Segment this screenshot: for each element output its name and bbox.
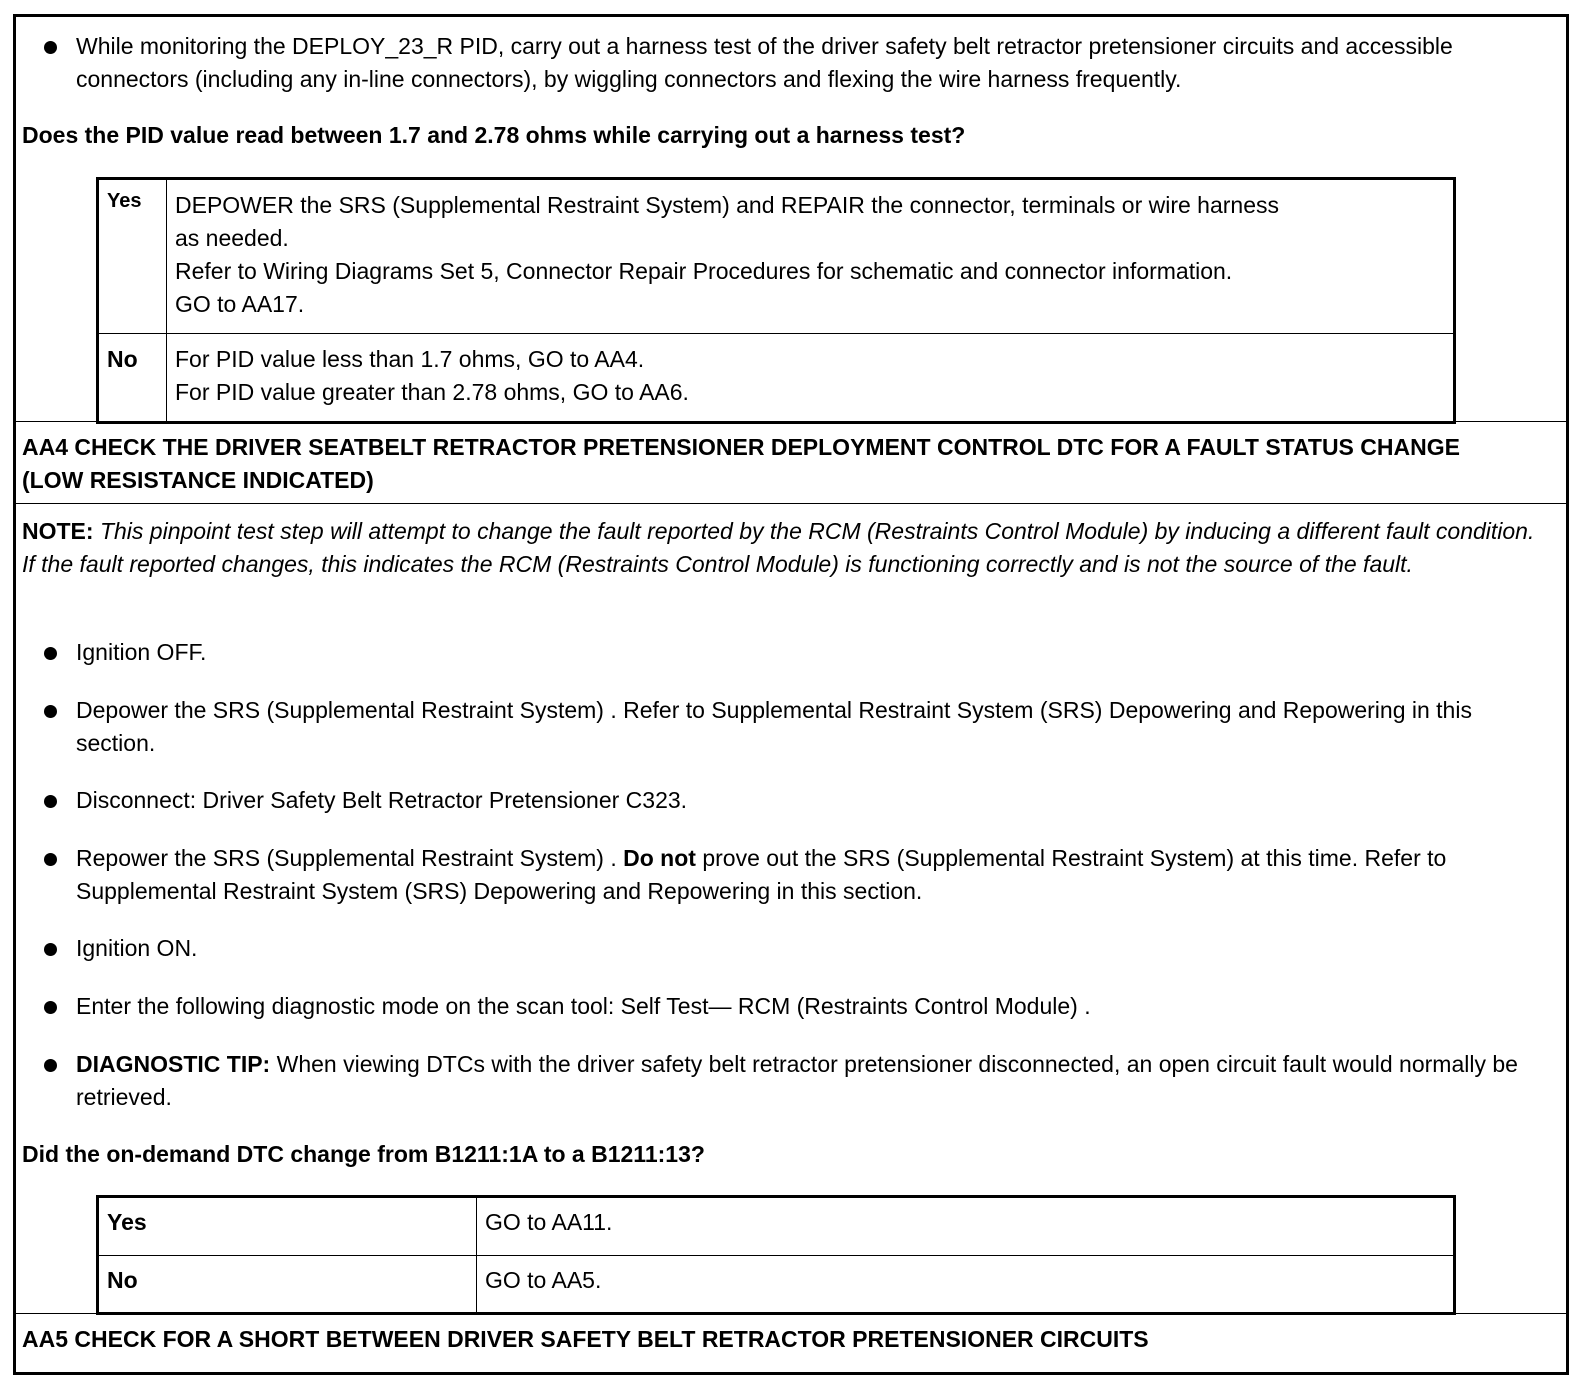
bullet-icon xyxy=(44,795,57,808)
step-ignition-off: Ignition OFF. xyxy=(76,639,207,665)
yes-label: Yes xyxy=(98,1197,477,1256)
section-divider xyxy=(16,421,1566,422)
section-divider xyxy=(16,1313,1566,1314)
yes-line: GO to AA17. xyxy=(175,291,305,317)
table-row xyxy=(98,179,1455,334)
yes-label: Yes xyxy=(98,179,167,334)
question-dtc-change: Did the on-demand DTC change from B1211:1A to a B1211:13? xyxy=(22,1141,705,1167)
step-text: prove out the SRS (Supplemental Restraint System) at this time. Refer to Supplemental Restraint System (SRS) Depowering and Repowering in this section. xyxy=(76,845,1447,904)
step-self-test: Enter the following diagnostic mode on the scan tool: Self Test— RCM (Restraints Control Module) . xyxy=(76,993,1091,1019)
note-paragraph xyxy=(22,515,1542,581)
aa4-heading: AA4 CHECK THE DRIVER SEATBELT RETRACTOR PRETENSIONER DEPLOYMENT CONTROL DTC FOR A FAULT STATUS CHANGE (LOW RESISTANCE INDICATED) xyxy=(22,434,1460,493)
bullet-icon xyxy=(44,647,57,660)
bullet-icon xyxy=(44,705,57,718)
no-label: No xyxy=(98,1256,477,1314)
result-table-1 xyxy=(96,177,1456,424)
tip-text: When viewing DTCs with the driver safety belt retractor pretensioner disconnected, an open circuit fault would normally be retrieved. xyxy=(76,1051,1518,1110)
harness-test-step: While monitoring the DEPLOY_23_R PID, carry out a harness test of the driver safety belt retractor pretensioner circuits and accessible connectors (including any in-line connectors), by wiggling connectors and flexing the wire harness frequently. xyxy=(76,33,1453,92)
bullet-icon xyxy=(44,1059,57,1072)
document-frame xyxy=(13,14,1569,1375)
step-depower: Depower the SRS (Supplemental Restraint System) . Refer to Supplemental Restraint System (SRS) Depowering and Repowering in this section. xyxy=(76,697,1472,756)
no-action: GO to AA5. xyxy=(477,1256,1455,1314)
bullet-icon xyxy=(44,853,57,866)
no-label: No xyxy=(98,334,167,423)
step-diagnostic-tip xyxy=(76,1048,1546,1114)
step-repower xyxy=(76,842,1516,908)
step-emphasis: Do not xyxy=(623,845,696,871)
table-row xyxy=(98,1197,1455,1256)
yes-line: DEPOWER the SRS (Supplemental Restraint System) and REPAIR the connector, terminals or wire harness xyxy=(175,192,1280,218)
result-table-2 xyxy=(96,1195,1456,1315)
bullet-icon xyxy=(44,41,57,54)
bullet-icon xyxy=(44,1001,57,1014)
no-line: For PID value less than 1.7 ohms, GO to AA4. xyxy=(175,346,645,372)
yes-line: as needed. xyxy=(175,225,289,251)
note-label: NOTE: xyxy=(22,518,94,544)
no-action xyxy=(167,334,1455,423)
yes-action xyxy=(167,179,1455,334)
section-divider xyxy=(16,503,1566,504)
table-row xyxy=(98,1256,1455,1314)
no-line: For PID value greater than 2.78 ohms, GO to AA6. xyxy=(175,379,689,405)
bullet-icon xyxy=(44,943,57,956)
step-text: Repower the SRS (Supplemental Restraint System) . xyxy=(76,845,624,871)
question-pid-range: Does the PID value read between 1.7 and 2.78 ohms while carrying out a harness test? xyxy=(22,122,966,148)
aa5-heading: AA5 CHECK FOR A SHORT BETWEEN DRIVER SAFETY BELT RETRACTOR PRETENSIONER CIRCUITS xyxy=(22,1326,1149,1352)
step-ignition-on: Ignition ON. xyxy=(76,935,198,961)
yes-action: GO to AA11. xyxy=(477,1197,1455,1256)
table-row xyxy=(98,334,1455,423)
tip-label: DIAGNOSTIC TIP: xyxy=(76,1051,271,1077)
step-disconnect: Disconnect: Driver Safety Belt Retractor Pretensioner C323. xyxy=(76,787,688,813)
note-text: This pinpoint test step will attempt to change the fault reported by the RCM (Restraints Control Module) by inducing a different fault condition. If the fault reported changes, this indicates the RCM (Restraints Control Module) is functioning correctly and is not the source of the fault. xyxy=(22,518,1535,577)
yes-line: Refer to Wiring Diagrams Set 5, Connector Repair Procedures for schematic and connector information. xyxy=(175,258,1233,284)
